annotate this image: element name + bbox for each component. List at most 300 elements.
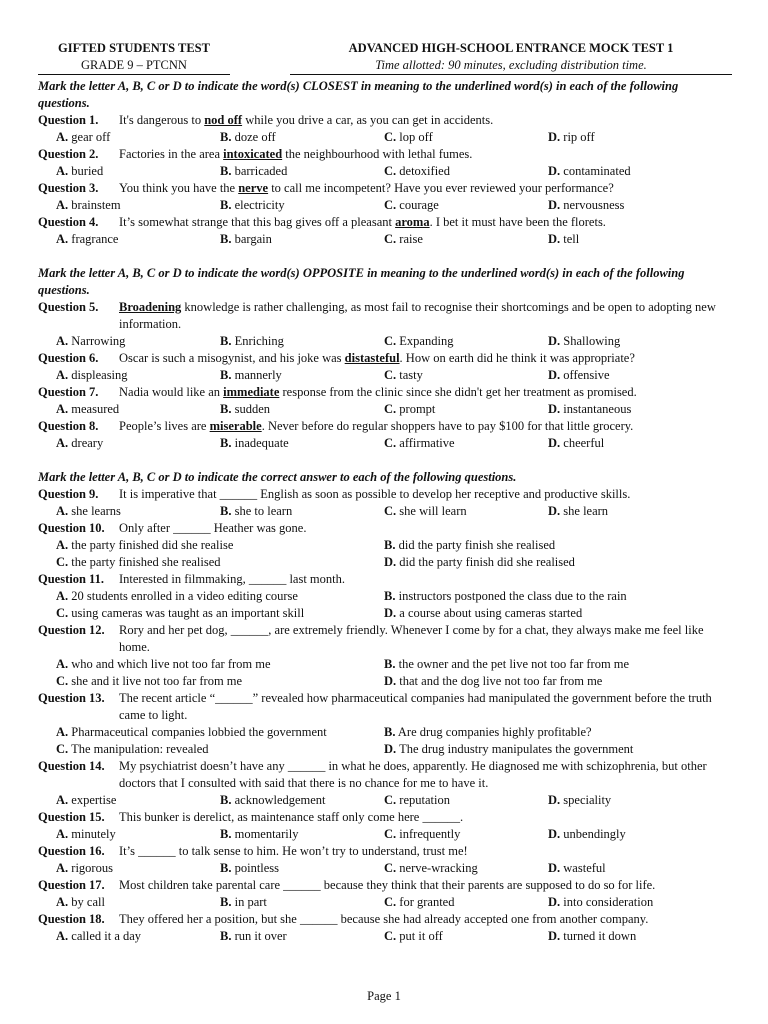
option-text: inadequate [234,436,289,450]
header-right [290,40,732,75]
question-text-before: It is imperative that ______ English as soon as possible to develop her receptive and productive skills. [119,487,631,501]
question-stem [38,486,732,503]
option-text: she will learn [399,504,467,518]
options-row [38,197,732,214]
option-letter: C. [56,742,69,756]
option-letter: C. [384,793,397,807]
option-letter: A. [56,895,69,909]
option-text: the owner and the pet live not too far from me [398,657,630,671]
option-letter: A. [56,793,69,807]
question-text [119,759,707,790]
option-a[interactable] [56,401,119,418]
section-gap [38,248,732,265]
option-b[interactable] [220,333,284,350]
options-row [38,537,732,554]
question-text [119,215,606,229]
option-a[interactable] [56,928,141,945]
underlined-word: miserable [209,419,262,433]
options-row [38,401,732,418]
option-c[interactable] [384,503,467,520]
option-letter: A. [56,198,69,212]
option-letter: B. [220,895,232,909]
question-text-after: . How on earth did he think it was appropriate? [399,351,635,365]
option-text: pointless [234,861,280,875]
option-letter: B. [220,929,232,943]
option-letter: B. [384,725,396,739]
option-b[interactable] [220,435,289,452]
option-text: displeasing [71,368,128,382]
question-number: Question 5. [38,300,99,314]
option-letter: D. [548,402,561,416]
question-text-before: Interested in filmmaking, ______ last month. [119,572,346,586]
option-text: prompt [399,402,436,416]
option-letter: D. [548,130,561,144]
option-b[interactable] [220,894,267,911]
question-text [119,487,630,501]
option-letter: D. [384,555,397,569]
section-instruction: Mark the letter A, B, C or D to indicate the word(s) OPPOSITE in meaning to the underlined word(s) in each of the following questions. [38,266,685,297]
option-letter: C. [384,198,397,212]
option-d[interactable] [548,367,610,384]
option-b[interactable] [384,656,629,673]
question-text [119,623,704,654]
option-c[interactable] [56,673,242,690]
option-letter: B. [220,861,232,875]
option-d[interactable] [548,197,624,214]
options-row [38,894,732,911]
option-c[interactable] [384,435,455,452]
question-stem [38,214,732,231]
question-stem [38,843,732,860]
option-d[interactable] [548,928,636,945]
option-letter: B. [384,589,396,603]
question-text [119,147,472,161]
option-text: instructors postponed the class due to the rain [398,589,627,603]
option-letter: A. [56,232,69,246]
question-number: Question 2. [38,147,99,161]
question-text [119,912,648,926]
question-stem [38,758,732,792]
option-text: nerve-wracking [399,861,478,875]
option-c[interactable] [56,741,209,758]
option-a[interactable] [56,537,233,554]
option-text: infrequently [399,827,461,841]
option-letter: A. [56,929,69,943]
option-b[interactable] [384,537,555,554]
option-letter: B. [220,164,232,178]
option-c[interactable] [384,129,433,146]
option-a[interactable] [56,894,105,911]
option-b[interactable] [220,792,326,809]
question-text-after: . I bet it must have been the florets. [429,215,606,229]
option-c[interactable] [384,401,435,418]
option-c[interactable] [384,333,453,350]
option-c[interactable] [384,860,478,877]
question-text-before: People’s lives are [119,419,210,433]
question-text [119,300,716,331]
option-letter: D. [548,164,561,178]
option-a[interactable] [56,129,110,146]
question-text-before: It’s ______ to talk sense to him. He won’t try to understand, trust me! [119,844,468,858]
option-c[interactable] [384,163,450,180]
option-text: detoxified [399,164,450,178]
question-text [119,113,493,127]
question-text [119,181,614,195]
option-d[interactable] [384,673,602,690]
option-text: nervousness [563,198,625,212]
option-letter: B. [220,504,232,518]
question-text [119,521,306,535]
option-letter: D. [384,674,397,688]
exam-header [38,40,732,78]
question-text [119,351,635,365]
question-text-before: It’s somewhat strange that this bag gives off a pleasant [119,215,396,229]
question-text-after: while you drive a car, as you can get in accidents. [242,113,494,127]
option-a[interactable] [56,367,128,384]
question-text-before: Most children take parental care ______ because they think that their parents are supposed to do so for life. [119,878,656,892]
option-b[interactable] [384,588,627,605]
option-text: that and the dog live not too far from me [399,674,603,688]
option-letter: A. [56,861,69,875]
question-text-before: Oscar is such a misogynist, and his joke was [119,351,345,365]
option-text: in part [234,895,267,909]
option-d[interactable] [548,333,620,350]
option-a[interactable] [56,724,327,741]
option-letter: C. [384,232,397,246]
option-d[interactable] [548,401,631,418]
option-c[interactable] [56,605,304,622]
questions-body [38,78,732,945]
option-a[interactable] [56,435,103,452]
option-letter: A. [56,402,69,416]
options-row [38,333,732,350]
option-letter: B. [220,827,232,841]
question-stem [38,418,732,435]
option-letter: C. [384,929,397,943]
question-text [119,810,463,824]
question-text-after: knowledge is rather challenging, as most fail to recognise their shortcomings and be open to adopting new information. [119,300,716,331]
option-a[interactable] [56,333,125,350]
option-letter: B. [384,538,396,552]
option-text: run it over [234,929,287,943]
question-text-after: to call me incompetent? Have you ever reviewed your performance? [268,181,614,195]
option-text: expertise [71,793,117,807]
option-letter: C. [384,504,397,518]
question-text-before: The recent article “______” revealed how pharmaceutical companies had manipulated the government before the truth came to light. [119,691,712,722]
options-row [38,503,732,520]
option-c[interactable] [384,928,443,945]
underlined-word: Broadening [119,300,182,314]
option-d[interactable] [548,129,595,146]
option-letter: D. [548,232,561,246]
option-text: did the party finish she realised [398,538,556,552]
option-b[interactable] [220,129,276,146]
question-number: Question 18. [38,912,105,926]
option-text: minutely [71,827,116,841]
option-text: she and it live not too far from me [71,674,243,688]
options-row [38,554,732,571]
question-number: Question 9. [38,487,99,501]
option-text: bargain [234,232,272,246]
options-row [38,129,732,146]
option-text: offensive [563,368,610,382]
question-number: Question 10. [38,521,105,535]
option-text: 20 students enrolled in a video editing course [71,589,298,603]
option-letter: D. [384,606,397,620]
option-d[interactable] [384,605,582,622]
option-letter: A. [56,368,69,382]
option-letter: C. [384,436,397,450]
question-number: Question 1. [38,113,99,127]
option-text: raise [399,232,423,246]
option-letter: D. [548,861,561,875]
option-letter: A. [56,130,69,144]
option-text: mannerly [234,368,282,382]
options-row [38,724,732,741]
option-text: lop off [399,130,433,144]
question-text-before: Only after ______ Heather was gone. [119,521,307,535]
option-a[interactable] [56,231,118,248]
option-b[interactable] [220,503,292,520]
question-text [119,844,468,858]
section-instruction: Mark the letter A, B, C or D to indicate the correct answer to each of the following questions. [38,470,517,484]
options-row [38,656,732,673]
option-text: she to learn [234,504,293,518]
option-text: Pharmaceutical companies lobbied the government [71,725,327,739]
option-text: doze off [234,130,276,144]
option-letter: D. [548,827,561,841]
option-letter: A. [56,725,69,739]
option-text: rigorous [71,861,113,875]
option-b[interactable] [220,163,287,180]
option-d[interactable] [548,163,631,180]
question-text [119,572,345,586]
question-stem [38,520,732,537]
option-text: a course about using cameras started [399,606,583,620]
option-letter: B. [220,793,232,807]
question-stem [38,911,732,928]
option-c[interactable] [56,554,221,571]
option-letter: A. [56,657,69,671]
option-text: Shallowing [563,334,621,348]
option-letter: B. [384,657,396,671]
question-text-after: . Never before do regular shoppers have to pay $100 for that little grocery. [261,419,634,433]
option-b[interactable] [384,724,592,741]
question-number: Question 4. [38,215,99,229]
question-text-before: Nadia would like an [119,385,224,399]
question-text-before: They offered her a position, but she ______ because she had already accepted one from another company. [119,912,649,926]
question-number: Question 14. [38,759,105,773]
question-number: Question 13. [38,691,105,705]
question-number: Question 7. [38,385,99,399]
option-a[interactable] [56,860,113,877]
option-c[interactable] [384,826,460,843]
option-letter: B. [220,334,232,348]
option-letter: C. [56,674,69,688]
question-stem [38,384,732,401]
option-c[interactable] [384,894,454,911]
option-text: turned it down [563,929,637,943]
option-d[interactable] [384,554,575,571]
option-text: into consideration [563,895,654,909]
option-text: she learn [563,504,609,518]
option-letter: A. [56,538,69,552]
question-text-before: This bunker is derelict, as maintenance staff only come here ______. [119,810,464,824]
option-text: momentarily [234,827,299,841]
question-stem [38,877,732,894]
underlined-word: immediate [223,385,280,399]
option-text: reputation [399,793,450,807]
question-text-before: Rory and her pet dog, ______, are extremely friendly. Whenever I come by for a chat, they always make me feel like home. [119,623,704,654]
options-row [38,792,732,809]
options-row [38,605,732,622]
option-b[interactable] [220,826,298,843]
option-text: acknowledgement [234,793,326,807]
option-text: Expanding [399,334,454,348]
option-c[interactable] [384,792,450,809]
underlined-word: distasteful [344,351,400,365]
option-text: the party finished did she realise [71,538,234,552]
question-number: Question 6. [38,351,99,365]
options-row [38,826,732,843]
option-letter: B. [220,436,232,450]
underlined-word: nod off [204,113,243,127]
option-text: for granted [399,895,455,909]
question-text-after: the neighbourhood with lethal fumes. [282,147,473,161]
question-stem [38,622,732,656]
option-b[interactable] [220,367,282,384]
option-d[interactable] [548,792,611,809]
option-b[interactable] [220,928,287,945]
option-c[interactable] [384,367,423,384]
option-text: tasty [399,368,423,382]
option-text: put it off [399,929,443,943]
option-a[interactable] [56,197,121,214]
question-stem [38,571,732,588]
option-d[interactable] [548,435,604,452]
option-letter: A. [56,589,69,603]
question-text-before: You think you have the [119,181,239,195]
option-letter: D. [548,504,561,518]
option-letter: D. [548,895,561,909]
option-text: fragrance [71,232,119,246]
options-row [38,435,732,452]
option-letter: B. [220,402,232,416]
header-left [38,40,230,75]
option-c[interactable] [384,231,423,248]
question-text [119,878,655,892]
option-d[interactable] [548,826,626,843]
option-text: sudden [234,402,271,416]
page-number: Page 1 [367,989,401,1003]
option-text: contaminated [563,164,631,178]
option-letter: B. [220,198,232,212]
option-text: gear off [71,130,111,144]
option-text: cheerful [563,436,605,450]
option-letter: C. [56,606,69,620]
option-a[interactable] [56,503,121,520]
option-letter: D. [548,929,561,943]
option-text: the party finished she realised [71,555,221,569]
question-stem [38,146,732,163]
option-b[interactable] [220,197,285,214]
options-row [38,928,732,945]
mock-test-title: ADVANCED HIGH-SCHOOL ENTRANCE MOCK TEST 1 [348,41,674,55]
option-a[interactable] [56,792,116,809]
option-letter: C. [384,895,397,909]
options-row [38,367,732,384]
question-text [119,691,712,722]
option-text: The manipulation: revealed [71,742,209,756]
option-letter: C. [384,861,397,875]
option-d[interactable] [548,860,606,877]
option-text: by call [71,895,105,909]
exam-page [38,40,732,945]
section-instruction: Mark the letter A, B, C or D to indicate the word(s) CLOSEST in meaning to the underlined word(s) in each of the following questions. [38,79,679,110]
test-title: GIFTED STUDENTS TEST [58,41,210,55]
option-text: rip off [563,130,595,144]
question-text-after: response from the clinic since she didn't get her treatment as promised. [279,385,637,399]
option-letter: A. [56,436,69,450]
time-allotted: Time allotted: 90 minutes, excluding distribution time. [290,57,732,75]
option-letter: C. [384,130,397,144]
option-letter: D. [548,793,561,807]
option-text: affirmative [399,436,455,450]
option-text: tell [563,232,580,246]
option-letter: D. [548,368,561,382]
question-number: Question 12. [38,623,105,637]
option-a[interactable] [56,826,116,843]
option-letter: C. [384,164,397,178]
option-letter: B. [220,368,232,382]
option-letter: D. [548,334,561,348]
option-text: did the party finish did she realised [399,555,575,569]
option-letter: C. [384,334,397,348]
option-c[interactable] [384,197,439,214]
option-d[interactable] [548,503,608,520]
option-a[interactable] [56,163,103,180]
options-row [38,741,732,758]
question-stem [38,112,732,129]
option-text: barricaded [234,164,288,178]
question-text-before: It's dangerous to [119,113,205,127]
question-stem [38,180,732,197]
option-text: unbendingly [563,827,626,841]
section-gap [38,452,732,469]
option-b[interactable] [220,231,272,248]
option-a[interactable] [56,656,271,673]
option-text: Enriching [234,334,284,348]
question-stem [38,809,732,826]
option-a[interactable] [56,588,298,605]
option-d[interactable] [548,231,579,248]
option-d[interactable] [384,741,633,758]
option-b[interactable] [220,401,270,418]
option-b[interactable] [220,860,279,877]
option-d[interactable] [548,894,653,911]
option-text: electricity [234,198,285,212]
underlined-word: intoxicated [223,147,283,161]
option-letter: A. [56,827,69,841]
question-number: Question 3. [38,181,99,195]
question-text [119,419,633,433]
options-row [38,163,732,180]
option-letter: B. [220,130,232,144]
option-text: measured [71,402,120,416]
option-text: who and which live not too far from me [71,657,271,671]
option-text: courage [399,198,439,212]
question-text-before: My psychiatrist doesn’t have any ______ in what he does, apparently. He diagnosed me with schizophrenia, but other doctors that I consulted with said that there is no chance for me to have it. [119,759,707,790]
